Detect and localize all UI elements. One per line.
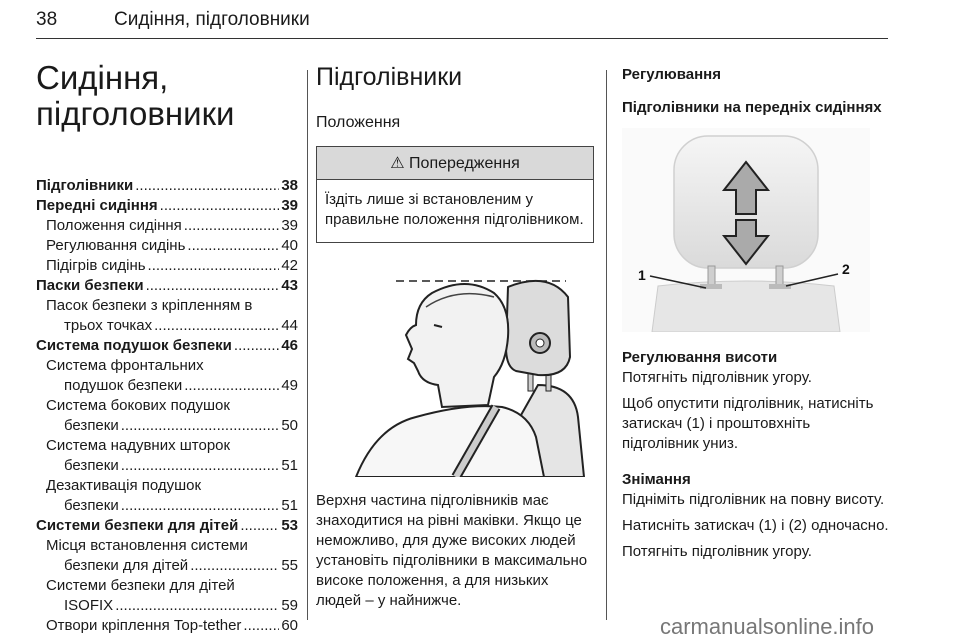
front-headrests-heading: Підголівники на передніх сидіннях <box>622 99 882 116</box>
table-of-contents <box>36 176 298 636</box>
toc-page-number: 59 <box>281 597 298 614</box>
subsection-heading: Положення <box>316 114 401 131</box>
toc-entry-title: трьох точках <box>64 317 153 334</box>
instruction-paragraph: Потягніть підголівник угору. <box>622 369 812 386</box>
toc-entry-line: Системи безпеки для дітей <box>46 577 235 594</box>
toc-page-number: 50 <box>281 417 298 434</box>
instruction-section-title: Регулювання висоти <box>622 349 778 366</box>
toc-page-number: 49 <box>281 377 298 394</box>
toc-leader-dots <box>184 216 280 236</box>
page-number: 38 <box>36 9 58 30</box>
toc-entry[interactable] <box>36 416 298 436</box>
toc-entry-title: Підігрів сидінь <box>46 257 146 274</box>
toc-leader-dots <box>187 236 279 256</box>
toc-entry[interactable] <box>36 336 298 356</box>
adjustment-sections <box>622 348 890 562</box>
toc-entry-title: Положення сидіння <box>46 217 182 234</box>
adjustment-column <box>622 66 890 568</box>
toc-entry-line: Дезактивація подушок <box>46 477 202 494</box>
toc-entry[interactable] <box>36 196 298 216</box>
toc-leader-dots <box>240 516 279 536</box>
toc-page-number: 44 <box>281 317 298 334</box>
toc-entry-title: безпеки <box>64 497 119 514</box>
toc-page-number: 40 <box>281 237 298 254</box>
toc-entry-line: Пасок безпеки з кріпленням в <box>46 297 253 314</box>
warning-text: Їздіть лише зі встановленим у правильне положення підголівником. <box>325 191 584 228</box>
toc-entry[interactable] <box>36 276 298 296</box>
instruction-paragraph: Натисніть затискач (1) і (2) одночасно. <box>622 517 889 534</box>
callout-label-2: 2 <box>842 261 850 277</box>
instruction-paragraph: Підніміть підголівник на повну висоту. <box>622 491 885 508</box>
toc-page-number: 53 <box>281 517 298 534</box>
instruction-section <box>622 348 890 454</box>
page-header <box>36 0 888 39</box>
toc-entry-line: Система фронтальних <box>46 357 204 374</box>
chapter-title: Сидіння, підголовники <box>36 59 235 132</box>
toc-page-number: 39 <box>281 217 298 234</box>
toc-entry-title: Системи безпеки для дітей <box>36 517 239 534</box>
toc-page-number: 55 <box>281 557 298 574</box>
toc-entry-title: Регулювання сидінь <box>46 237 186 254</box>
toc-entry[interactable] <box>36 216 298 236</box>
callout-label-1: 1 <box>638 267 646 283</box>
toc-page-number: 43 <box>281 277 298 294</box>
toc-entry[interactable] <box>36 596 298 616</box>
toc-entry[interactable] <box>36 176 298 196</box>
toc-leader-dots <box>234 336 279 356</box>
toc-page-number: 60 <box>281 617 298 634</box>
warning-box <box>316 146 594 243</box>
toc-leader-dots <box>184 376 279 396</box>
section-heading: Підголівники <box>316 63 463 91</box>
toc-page-number: 39 <box>281 197 298 214</box>
toc-entry[interactable] <box>36 616 298 636</box>
watermark-text: carmanualsonline.info <box>660 614 875 639</box>
warning-title: Попередження <box>409 155 520 172</box>
toc-entry-title: ISOFIX <box>64 597 114 614</box>
toc-entry[interactable] <box>36 516 298 536</box>
warning-header <box>317 147 593 180</box>
toc-page-number: 38 <box>281 177 298 194</box>
toc-entry-title: подушок безпеки <box>64 377 183 394</box>
toc-leader-dots <box>148 256 280 276</box>
headrests-column <box>316 62 594 611</box>
adjustment-heading: Регулювання <box>622 66 721 83</box>
column-divider <box>307 70 308 620</box>
toc-entry[interactable] <box>36 556 298 576</box>
toc-entry[interactable] <box>36 376 298 396</box>
toc-entry-title: безпеки <box>64 417 119 434</box>
toc-page-number: 42 <box>281 257 298 274</box>
toc-column <box>36 60 298 636</box>
toc-entry-title: Підголівники <box>36 177 134 194</box>
toc-entry-title: безпеки <box>64 457 119 474</box>
instruction-section-title: Знімання <box>622 471 691 488</box>
toc-entry-title: Передні сидіння <box>36 197 158 214</box>
toc-leader-dots <box>121 456 280 476</box>
instruction-paragraph: Щоб опустити підголівник, натисніть затискач (1) і проштовхніть підголівник униз. <box>622 395 874 452</box>
toc-entry[interactable] <box>36 316 298 336</box>
toc-entry-title: Отвори кріплення Top-tether <box>46 617 242 634</box>
toc-entry-line: Система бокових подушок <box>46 397 230 414</box>
toc-leader-dots <box>146 276 280 296</box>
toc-leader-dots <box>115 596 279 616</box>
toc-entry[interactable] <box>36 256 298 276</box>
toc-leader-dots <box>154 316 279 336</box>
headrest-adjust-illustration <box>622 128 870 332</box>
toc-leader-dots <box>243 616 279 636</box>
instruction-section <box>622 470 890 562</box>
headrest-position-illustration <box>316 267 592 477</box>
instruction-paragraph: Потягніть підголівник угору. <box>622 543 812 560</box>
toc-leader-dots <box>160 196 280 216</box>
toc-entry-title: Система подушок безпеки <box>36 337 232 354</box>
toc-entry-line: Система надувних шторок <box>46 437 231 454</box>
warning-triangle-icon: ⚠ <box>390 155 405 172</box>
toc-page-number: 51 <box>281 457 298 474</box>
toc-entry[interactable] <box>36 496 298 516</box>
toc-leader-dots <box>121 416 280 436</box>
toc-entry-title: безпеки для дітей <box>64 557 189 574</box>
running-title: Сидіння, підголовники <box>114 9 310 30</box>
toc-entry[interactable] <box>36 236 298 256</box>
toc-leader-dots <box>121 496 280 516</box>
toc-page-number: 51 <box>281 497 298 514</box>
toc-leader-dots <box>135 176 279 196</box>
position-paragraph: Верхня частина підголівників має знаходитися на рівні маківки. Якщо це неможливо, для дуже високих людей установіть підголівники в максимально високе положення, а для низьких людей – у найнижче. <box>316 492 588 609</box>
toc-page-number: 46 <box>281 337 298 354</box>
toc-entry-title: Паски безпеки <box>36 277 144 294</box>
toc-entry-line: Місця встановлення системи <box>46 537 248 554</box>
column-divider <box>606 70 607 620</box>
toc-leader-dots <box>190 556 279 576</box>
toc-entry[interactable] <box>36 456 298 476</box>
